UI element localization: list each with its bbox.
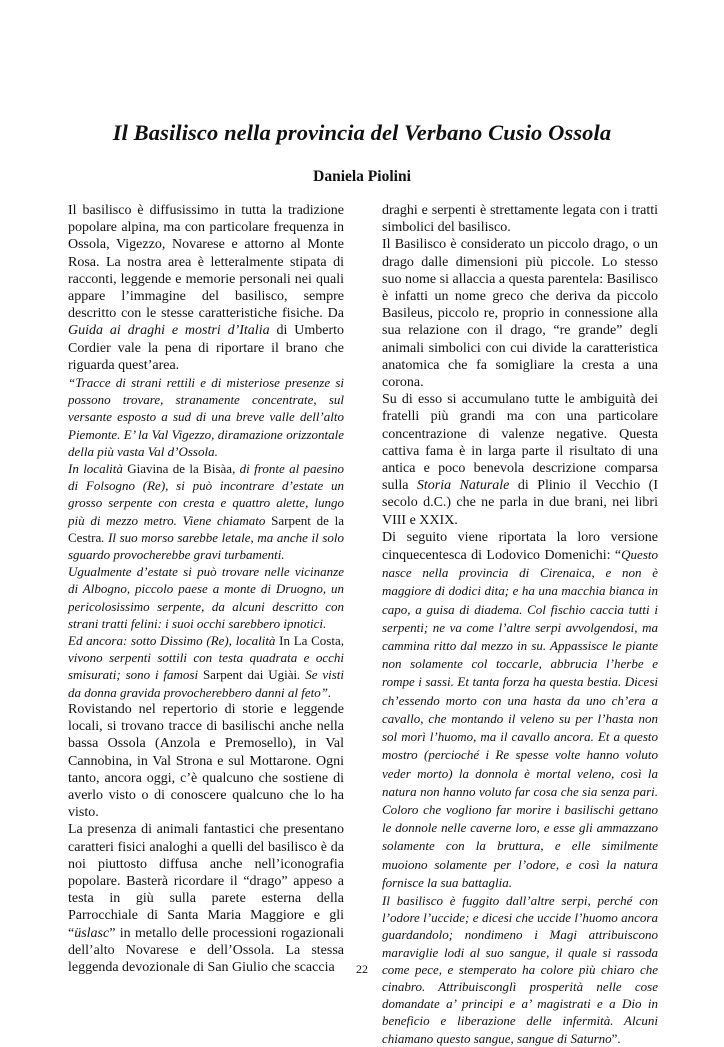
article-title: Il Basilisco nella provincia del Verbano Cusio Ossola xyxy=(112,120,612,145)
right-paragraph-domenichi: Di seguito viene riportata la loro versione cinquecentesca di Lodovico Domenichi: “Questo nasce nella provincia di Cirenaica, e non è maggiore di dodici dita; e ha una macchia bianca in capo, a guisa di diadema. Col fischio caccia tutti i serpenti; ne va come l’altre serpi avvolgendosi, ma cammina ritto dal mezzo in su. Appassisce le piante non solamente col toccarle, abbrucia l’herbe e rompe i sassi. Et tanta forza ha questa bestia. Dicesi ch’essendo morto con una hasta da uno ch’era a cavallo, che montando il veleno su per l’hasta non sol morì l’huomo, ma il cavallo ancora. Et a questo mostro (percioché i Re spesse volte hanno voluto veder morto) la donnola è mortal veleno, così la natura non hanno voluto far cosa che sia senza pari. Coloro che vogliono far morire i basilischi gettano le donnole nelle caverne loro, e esse gli ammazzano solamente con la bruttura, e elle similmente muoiono solamente per l’odore, e così la natura fornisce la sua battaglia. xyxy=(382,529,658,890)
right-paragraph-continuation: draghi e serpenti è strettamente legata con i tratti simbolici del basilisco. xyxy=(382,203,658,236)
left-paragraph-iconography: La presenza di animali fantastici che presentano caratteri fisici analoghi a quelli del basilisco è da noi piuttosto diffusa anche nell’iconografia popolare. Basterà ricordare il “drago” appeso a testa in giù sulla parete esterna della Parrocchiale di Santa Maria Maggiore e gli “üslasc” in metallo delle processioni rogazionali dell’alto Novarese e dell’Ossola. La stessa leggenda devozionale di San Giulio che scaccia xyxy=(68,822,344,975)
page-number: 22 xyxy=(356,962,368,976)
left-paragraph-intro: Il basilisco è diffusissimo in tutta la tradizione popolare alpina, ma con particolare frequenza in Ossola, Vigezzo, Novarese e attorno al Monte Rosa. La nostra area è letteralmente stipata di racconti, leggende e memorie personali nei quali appare l’immagine del basilisco, sempre descritto con le stesse caratteristiche fisiche. Da Guida ai draghi e mostri d’Italia di Umberto Cordier vale la pena di riportare il brano che riguarda quest’area. xyxy=(68,203,344,373)
quote-val-vigezzo: “Tracce di strani rettili e di misteriose presenze si possono trovare, stranamente concentrate, sul versante esposto a sud di una breve valle dell’alto Piemonte. E’ la Val Vigezzo, diramazione orizzontale della più vasta Val d’Ossola. xyxy=(68,375,344,459)
quote-domenichi-2: Il basilisco è fuggito dall’altre serpi, perché con l’odore l’uccide; e dicesi che uccide l’huomo ancora guardandolo; nondimeno i Magi attribuiscono maraviglie lodi al suo sangue, il quale si rassoda come pece, e stemperato ha colore più chiaro che cinabro. Attribuisconglì prosperità nelle cose domandate a’ principi e a’ magistrati e a Dio in beneficio e liberazione delle infermità. Alcuni chiamano questo sangue, sangue di Saturno”. xyxy=(382,892,658,1046)
left-column xyxy=(68,202,344,976)
right-paragraph-pliny: Su di esso si accumulano tutte le ambiguità dei fratelli più grandi ma con una particolare concentrazione di valenze negative. Questa cattiva fama è in larga parte il risultato di una antica e poco benevola descrizione comparsa sulla Storia Naturale di Plinio il Vecchio (I secolo d.C.) che ne parla in due brani, nei libri VIII e XXIX. xyxy=(382,392,658,528)
quote-albogno: Ugualmente d’estate si può trovare nelle vicinanze di Albogno, piccolo paese a monte di Druogno, un pericolosissimo serpente, da alcuni descritto con strani tratti felini: i suoi occhi sarebbero ipnotici. xyxy=(68,564,344,631)
right-column xyxy=(382,202,658,1047)
article-author: Daniela Piolini xyxy=(313,168,411,185)
quote-giavina: In località Giavina de la Bisàa, di fronte al paesino di Folsogno (Re), si può incontrare d’estate un grosso serpente con cresta e quattro alette, lungo più di mezzo metro. Viene chiamato Sarpent de la Cestra. Il suo morso sarebbe letale, ma anche il solo sguardo provocherebbe gravi turbamenti. xyxy=(68,461,344,563)
book-title-guida: Guida ai draghi e mostri d’Italia xyxy=(68,323,270,339)
book-title-storia-naturale: Storia Naturale xyxy=(416,478,510,494)
left-paragraph-local-stories: Rovistando nel repertorio di storie e leggende locali, si trovano tracce di basilischi anche nella bassa Ossola (Anzola e Premosello), in Val Cannobina, in Val Strona e sul Mottarone. Ogni tanto, ancora oggi, c’è qualcuno che sostiene di averlo visto o di conoscere qualcuno che lo ha visto. xyxy=(68,701,344,821)
quote-dissimo: Ed ancora: sotto Dissimo (Re), località In La Costa, vivono serpenti sottili con testa quadrata e occhi smisurati; sono i famosi Sarpent dai Ugiài. Se visti da donna gravida provocherebbero danni al feto”. xyxy=(68,633,344,700)
right-paragraph-name-origin: Il Basilisco è considerato un piccolo drago, o un drago dalle dimensioni più piccole. Lo stesso suo nome si allaccia a questa parentela: Basilisco è infatti un nome greco che deriva da piccolo Basileus, piccolo re, proprio in connessione alla sua relazione con il drago, “re grande” degli animali simbolici con cui divide la caratteristica anatomica che fa somigliare la cresta a una corona. xyxy=(382,237,658,391)
quote-domenichi-1: Questo nasce nella provincia di Cirenaica, e non è maggiore di dodici dita; e ha una macchia bianca in capo, a guisa di diadema. Col fischio caccia tutti i serpenti; ne va come l’altre serpi avvolgendosi, ma cammina ritto dal mezzo in su. Appassisce le piante non solamente col toccarle, abbrucia l’herbe e rompe i sassi. Et tanta forza ha questa bestia. Dicesi ch’essendo morto con una hasta da uno ch’era a cavallo, che montando il veleno su per l’hasta non sol morì l’huomo, ma il cavallo ancora. Et a questo mostro (percioché i Re spesse volte hanno voluto veder morto) la donnola è mortal veleno, così la natura non hanno voluto far cosa che sia senza pari. Coloro che vogliono far morire i basilischi gettano le donnole nelle caverne loro, e esse gli ammazzano solamente con la bruttura, e elle similmente muoiono solamente per l’odore, e così la natura fornisce la sua battaglia. xyxy=(382,547,658,890)
